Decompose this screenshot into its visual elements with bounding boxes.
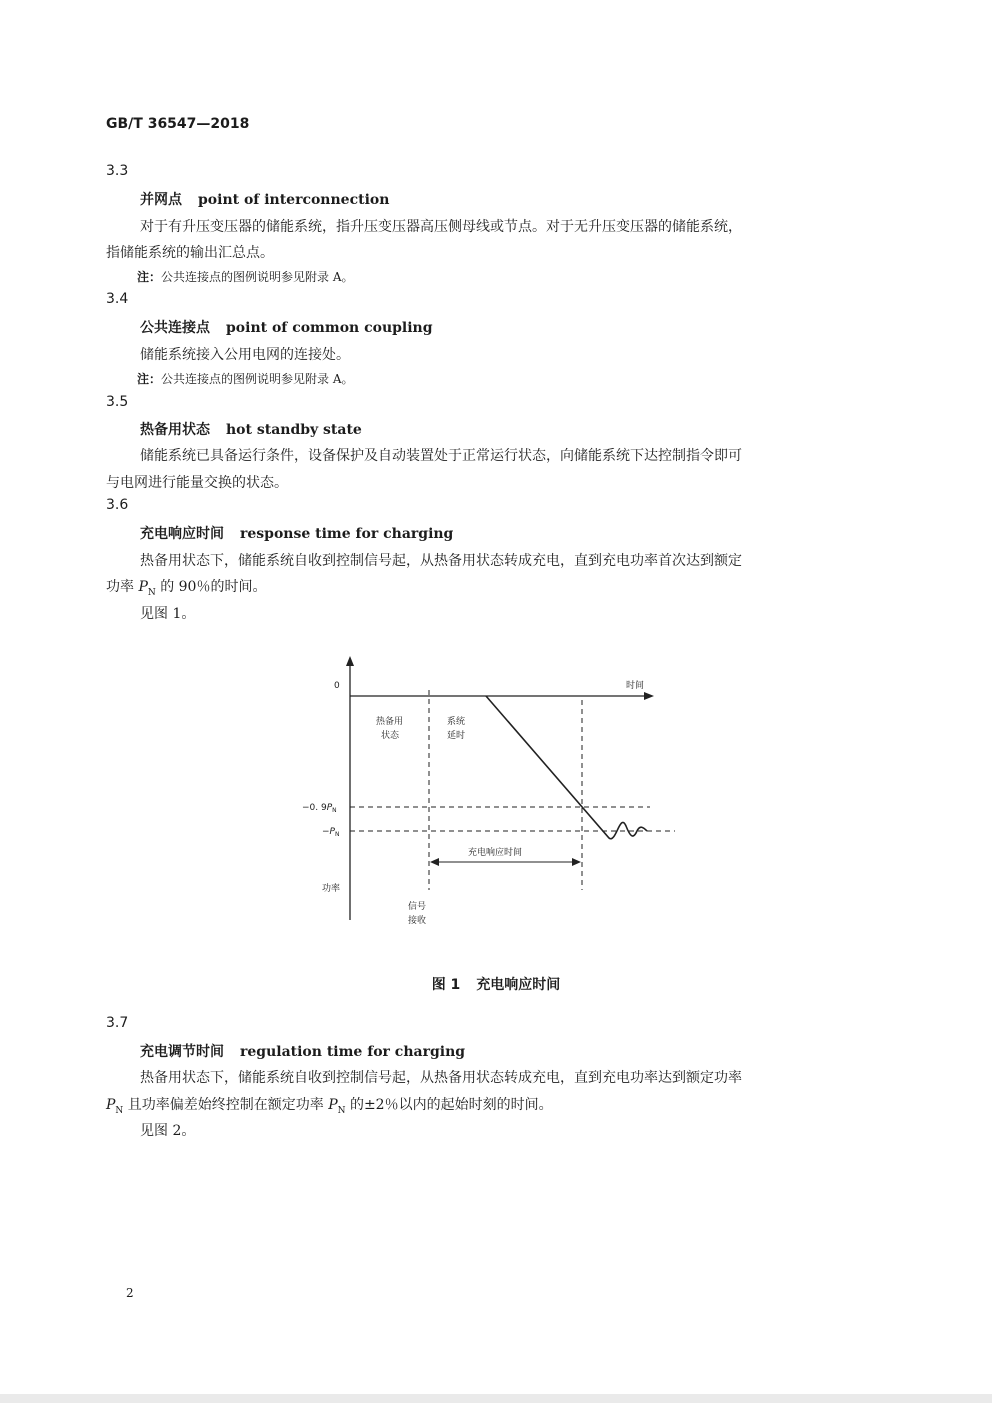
dimension-arrow-right — [572, 858, 581, 866]
note-label: 注： — [137, 270, 162, 284]
time-axis-label: 时间 — [626, 681, 645, 691]
power-axis-label: 功率 — [322, 884, 341, 894]
term-heading — [140, 189, 389, 209]
text-fragment: 功率 — [106, 579, 139, 595]
note-text: 公共连接点的图例说明参见附录 A。 — [161, 270, 354, 284]
dimension-arrow-left — [430, 858, 439, 866]
term-en: regulation time for charging — [240, 1044, 466, 1060]
time-axis-arrow — [644, 692, 654, 700]
system-delay-label: 延时 — [447, 731, 466, 741]
figure-title: 充电响应时间 — [476, 977, 561, 993]
definition-line — [106, 576, 266, 598]
term-en: response time for charging — [240, 526, 454, 542]
signal-received-label: 接收 — [408, 916, 427, 926]
text-fragment: 的±2％以内的起始时刻的时间。 — [345, 1097, 553, 1113]
figure-caption — [0, 974, 992, 994]
term-zh: 并网点 — [140, 192, 182, 208]
symbol-p: P — [106, 1097, 116, 1113]
definition-line: 对于有升压变压器的储能系统，指升压变压器高压侧母线或节点。对于无升压变压器的储能系统， — [140, 219, 742, 235]
clause-number: 3.5 — [106, 394, 129, 410]
hot-standby-label: 热备用 — [376, 717, 404, 727]
page-bottom-edge — [0, 1394, 992, 1403]
level-pn-label: $-P_N$ — [322, 827, 340, 838]
term-zh: 热备用状态 — [140, 422, 210, 438]
figure-1-diagram — [290, 650, 690, 940]
note — [137, 370, 354, 387]
note-label: 注： — [137, 372, 162, 386]
note — [137, 268, 354, 285]
standard-number: GB/T 36547—2018 — [106, 116, 250, 132]
term-heading — [140, 317, 433, 337]
definition-line: 热备用状态下，储能系统自收到控制信号起，从热备用状态转成充电，直到充电功率首次达到额定 — [140, 553, 742, 569]
clause-number: 3.3 — [106, 163, 129, 179]
subscript-n: N — [337, 1105, 346, 1116]
response-time-label: 充电响应时间 — [468, 848, 523, 858]
note-text: 公共连接点的图例说明参见附录 A。 — [161, 372, 354, 386]
term-zh: 充电响应时间 — [140, 526, 224, 542]
text-fragment: 且功率偏差始终控制在额定功率 — [123, 1097, 329, 1113]
power-axis-arrow — [346, 656, 354, 666]
term-en: point of interconnection — [198, 192, 390, 208]
level-09pn-label: −0. $9P_N$ — [302, 803, 337, 814]
definition-line: 指储能系统的输出汇总点。 — [106, 245, 274, 261]
symbol-p: P — [328, 1097, 338, 1113]
definition-line: 与电网进行能量交换的状态。 — [106, 475, 288, 491]
hot-standby-label: 状态 — [381, 731, 400, 741]
page-number: 2 — [126, 1286, 134, 1300]
figure-number: 图 1 — [431, 977, 461, 993]
term-zh: 充电调节时间 — [140, 1044, 224, 1060]
power-curve — [486, 696, 647, 839]
definition-line: 储能系统接入公用电网的连接处。 — [140, 347, 350, 363]
system-delay-label: 系统 — [447, 717, 466, 727]
definition-line: 热备用状态下，储能系统自收到控制信号起，从热备用状态转成充电，直到充电功率达到额定功率 — [140, 1070, 742, 1086]
clause-number: 3.7 — [106, 1015, 129, 1031]
term-heading — [140, 1041, 465, 1061]
term-zh: 公共连接点 — [140, 320, 210, 336]
origin-label: 0 — [334, 681, 340, 691]
subscript-n: N — [115, 1105, 124, 1116]
term-heading — [140, 523, 453, 543]
symbol-p: P — [138, 579, 148, 595]
clause-number: 3.6 — [106, 497, 129, 513]
term-en: hot standby state — [226, 422, 362, 438]
see-figure: 见图 1。 — [140, 606, 196, 622]
definition-line: 储能系统已具备运行条件，设备保护及自动装置处于正常运行状态，向储能系统下达控制指令即可 — [140, 448, 742, 464]
subscript-n: N — [147, 587, 156, 598]
text-fragment: 的 90％的时间。 — [155, 579, 267, 595]
clause-number: 3.4 — [106, 291, 129, 307]
signal-received-label: 信号 — [408, 902, 427, 912]
term-heading — [140, 419, 362, 439]
definition-line — [106, 1094, 553, 1116]
see-figure: 见图 2。 — [140, 1123, 196, 1139]
term-en: point of common coupling — [226, 320, 433, 336]
